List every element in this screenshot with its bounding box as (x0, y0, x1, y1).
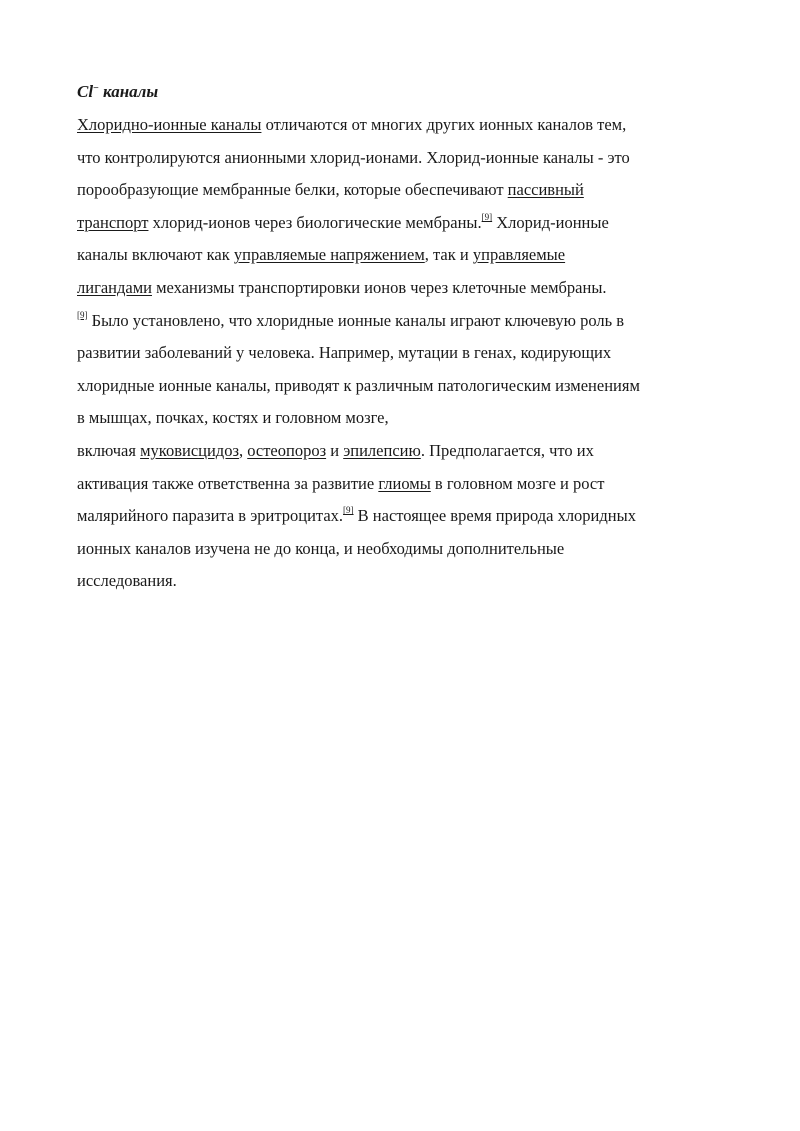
text-run: исследования. (77, 571, 177, 591)
text-line (77, 533, 732, 566)
text-line (77, 565, 732, 598)
link-passive-transport[interactable]: пассивный (507, 180, 584, 200)
text-run: малярийного паразита в эритроцитах. (77, 506, 344, 526)
footnote-ref-label[interactable]: [9] (481, 211, 493, 222)
text-run: развитии заболеваний у человека. Например, мутации в генах, кодирующих (77, 343, 612, 363)
text-run: в мышцах, почках, костях и головном мозге, (77, 408, 389, 428)
heading-superscript: − (93, 83, 99, 94)
link-ligand-gated[interactable]: управляемые (472, 245, 566, 265)
text-run: порообразующие мембранные белки, которые обеспечивают (77, 180, 508, 200)
text-line (77, 500, 732, 533)
text-line (77, 272, 732, 305)
footnote-ref[interactable] (343, 505, 354, 515)
text-run: включая (77, 440, 141, 460)
body-paragraph (77, 109, 732, 598)
text-line (77, 109, 732, 142)
footnote-ref[interactable] (77, 310, 88, 320)
footnote-ref-label[interactable]: [9] (77, 309, 88, 320)
footnote-ref[interactable] (482, 212, 493, 222)
text-line (77, 305, 732, 338)
text-run: активация также ответственна за развитие (77, 473, 379, 493)
text-run: механизмы транспортировки ионов через клеточные мембраны. (151, 277, 607, 297)
link-osteoporosis[interactable]: остеопороз (247, 440, 327, 460)
link-passive-transport-cont[interactable]: транспорт (77, 212, 149, 232)
text-run: в головном мозге и рост (430, 473, 605, 493)
heading-text: каналы (103, 82, 159, 101)
text-run: хлоридные ионные каналы, приводят к различным патологическим изменениям (77, 375, 640, 395)
section-heading (77, 78, 158, 103)
text-line (77, 142, 732, 175)
text-line (77, 207, 732, 240)
text-run: В настоящее время природа хлоридных (353, 506, 636, 526)
text-run: что контролируются анионными хлорид-ионами. Хлорид-ионные каналы - это (77, 147, 630, 167)
text-run: и (326, 440, 344, 460)
heading-symbol: Cl (77, 82, 94, 101)
text-run: отличаются от многих других ионных каналов тем, (261, 115, 627, 134)
text-line (77, 337, 732, 370)
text-run: Хлорид-ионные (492, 212, 609, 232)
link-voltage-gated[interactable]: управляемые напряжением (233, 245, 425, 265)
text-run: хлорид-ионов через биологические мембраны. (148, 212, 482, 232)
link-chloride-channels[interactable]: Хлоридно-ионные каналы (77, 115, 262, 134)
link-epilepsy[interactable]: эпилепсию (343, 440, 421, 460)
text-line (77, 174, 732, 207)
text-run: , (238, 440, 248, 460)
link-glioma[interactable]: глиомы (378, 473, 431, 493)
text-line (77, 370, 732, 403)
text-run: , так и (424, 245, 473, 265)
text-run: ионных каналов изучена не до конца, и необходимы дополнительные (77, 538, 565, 558)
text-line (77, 239, 732, 272)
text-run: . Предполагается, что их (420, 440, 594, 460)
text-run: Было установлено, что хлоридные ионные каналы играют ключевую роль в (87, 310, 625, 330)
link-ligand-gated-cont[interactable]: лигандами (77, 277, 152, 297)
link-cystic-fibrosis[interactable]: муковисцидоз (140, 440, 239, 460)
text-line (77, 435, 732, 468)
text-line (77, 402, 732, 435)
text-line (77, 468, 732, 501)
footnote-ref-label[interactable]: [9] (343, 505, 354, 516)
text-run: каналы включают как (77, 245, 234, 265)
